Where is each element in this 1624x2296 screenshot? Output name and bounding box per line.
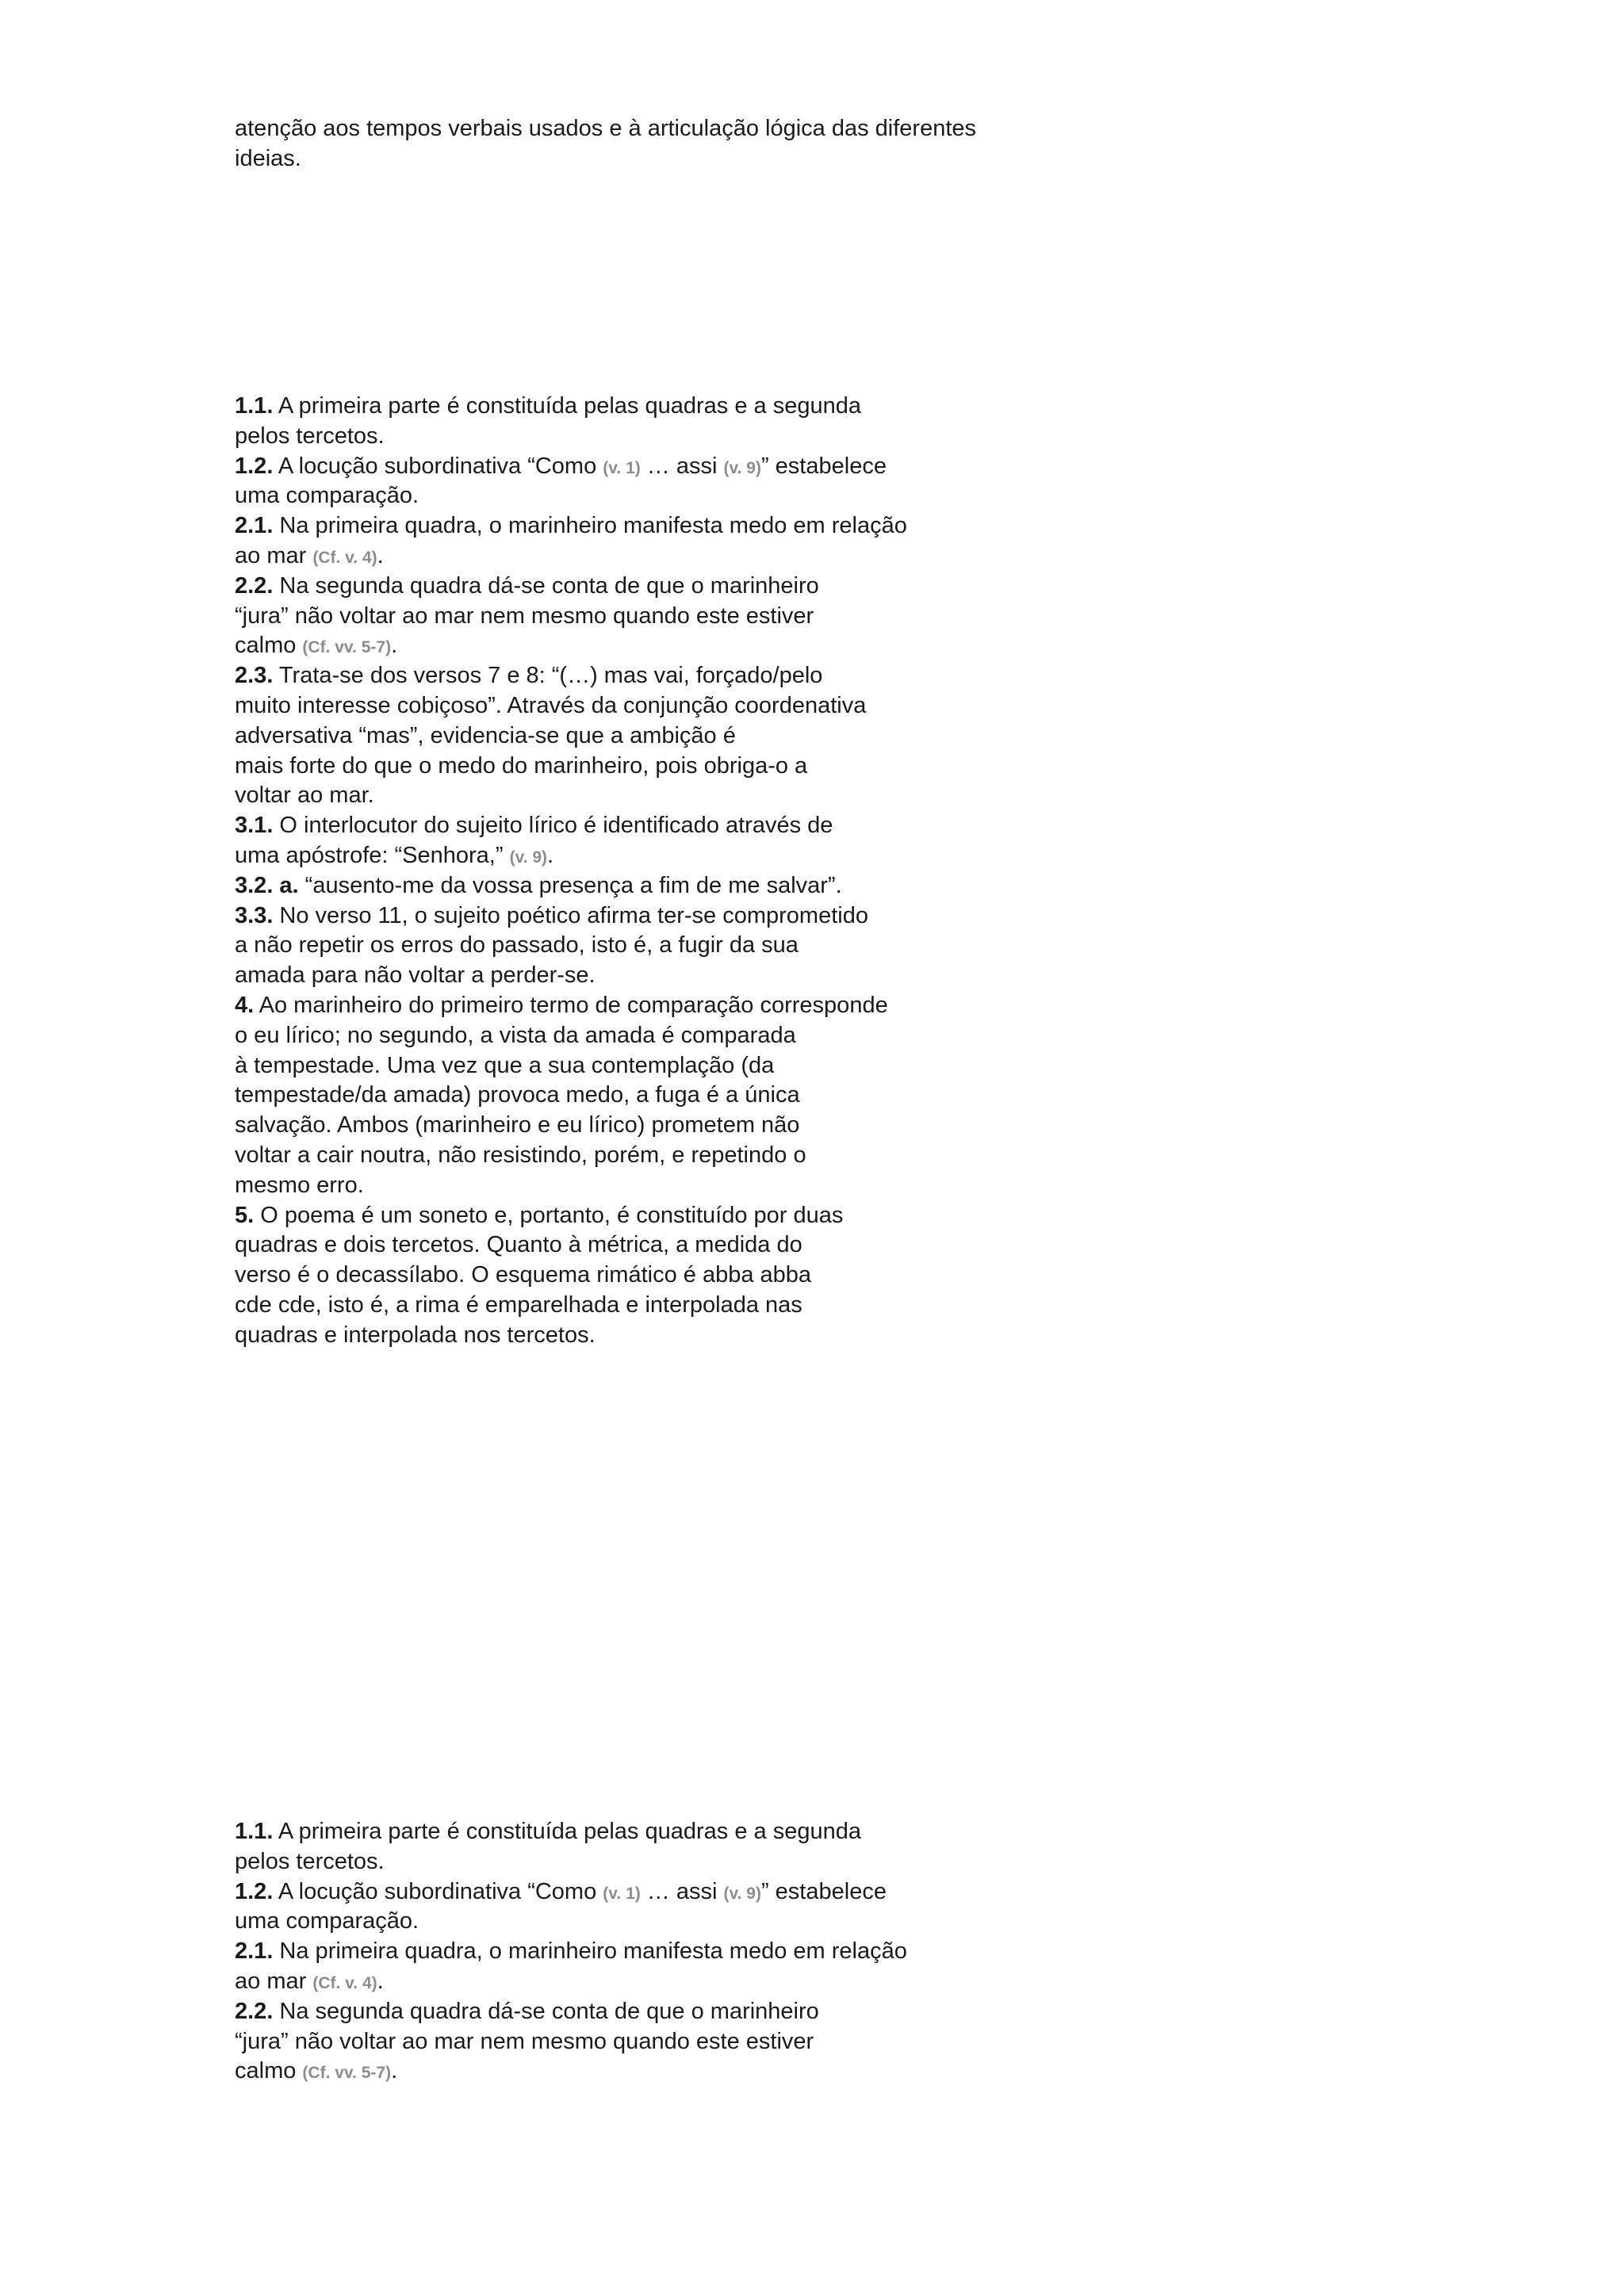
verse-reference: (v. 1) [603, 1884, 641, 1903]
answer-line [235, 572, 1266, 602]
item-number: 1.1. [235, 1819, 274, 1844]
answer-text: . [547, 842, 554, 868]
answer-text: à tempestade. Uma vez que a sua contemplação (da [235, 1052, 775, 1078]
answer-text: . [391, 2058, 398, 2084]
answer-text: No verso 11, o sujeito poético afirma ter-se comprometido [273, 902, 868, 928]
answer-line [235, 1291, 1266, 1321]
answer-text: ” estabelece [760, 453, 887, 479]
answer-line [235, 1201, 1266, 1231]
verse-reference: (v. 9) [509, 848, 548, 867]
answer-text: Na primeira quadra, o marinheiro manifesta medo em relação [273, 513, 907, 539]
answer-line [235, 661, 1266, 691]
item-number: 3.3. [235, 902, 274, 928]
answer-line [235, 1967, 1266, 1997]
answer-text: uma comparação. [235, 1908, 419, 1934]
item-number: 2.2. [235, 572, 274, 599]
answer-line [235, 1877, 1266, 1908]
answer-text: voltar a cair noutra, não resistindo, porém, e repetindo o [235, 1142, 806, 1168]
answer-line [235, 422, 1266, 452]
answer-text: O interlocutor do sujeito lírico é identificado através de [273, 813, 833, 839]
answer-text: pelos tercetos. [235, 1848, 385, 1874]
answer-text: pelos tercetos. [235, 423, 385, 449]
answer-key-block-2 [235, 1817, 1266, 2087]
answer-text: o eu lírico; no segundo, a vista da amada é comparada [235, 1022, 796, 1048]
answer-line [235, 541, 1266, 572]
answer-line [235, 1081, 1266, 1111]
answer-text: Na segunda quadra dá-se conta de que o marinheiro [273, 1998, 819, 2024]
answer-text: . [377, 542, 384, 568]
answer-line [235, 1907, 1266, 1937]
item-number: 3.2. a. [235, 872, 299, 898]
answer-text: O poema é um soneto e, portanto, é constituído por duas [254, 1202, 844, 1228]
answer-line [235, 1141, 1266, 1171]
verse-reference: (v. 9) [723, 458, 761, 477]
answer-text: muito interesse cobiçoso”. Através da conjunção coordenativa [235, 692, 867, 718]
answer-text: Na primeira quadra, o marinheiro manifesta medo em relação [273, 1938, 907, 1965]
answer-text: voltar ao mar. [235, 783, 374, 809]
answer-line [235, 1321, 1266, 1351]
answer-text: uma apóstrofe: “Senhora,” [235, 842, 510, 868]
answer-line [235, 931, 1266, 961]
answer-line [235, 901, 1266, 932]
answer-text: “jura” não voltar ao mar nem mesmo quando este estiver [235, 2028, 814, 2054]
item-number: 2.2. [235, 1998, 274, 2024]
answer-text: a não repetir os erros do passado, isto é, a fugir da sua [235, 932, 799, 959]
verse-reference: (v. 1) [603, 458, 641, 477]
verse-reference: (Cf. vv. 5-7) [302, 638, 392, 657]
item-number: 4. [235, 992, 255, 1018]
answer-line [235, 991, 1266, 1021]
answer-text: “ausento-me da vossa presença a fim de me salvar”. [298, 872, 842, 898]
item-number: 2.3. [235, 663, 274, 689]
answer-text: mais forte do que o medo do marinheiro, pois obriga-o a [235, 752, 808, 779]
intro-line: ideias. [235, 145, 301, 171]
item-number: 5. [235, 1202, 255, 1228]
answer-text: cde cde, isto é, a rima é emparelhada e interpolada nas [235, 1292, 802, 1318]
answer-line [235, 721, 1266, 752]
answer-text: A primeira parte é constituída pelas quadras e a segunda [273, 393, 861, 419]
answer-line [235, 481, 1266, 511]
answer-text: ao mar [235, 1968, 313, 1994]
answer-line [235, 1171, 1266, 1201]
answer-text: mesmo erro. [235, 1172, 364, 1198]
answer-text: “jura” não voltar ao mar nem mesmo quando este estiver [235, 603, 814, 629]
answer-line [235, 1997, 1266, 2027]
answer-text: … assi [640, 1878, 724, 1904]
answer-text: . [391, 633, 398, 659]
answer-text: ” estabelece [760, 1878, 887, 1904]
answer-line [235, 752, 1266, 782]
answer-text: adversativa “mas”, evidencia-se que a ambição é [235, 722, 736, 748]
answer-text: salvação. Ambos (marinheiro e eu lírico) prometem não [235, 1112, 800, 1138]
item-number: 3.1. [235, 813, 274, 839]
answer-line [235, 1111, 1266, 1141]
answer-line [235, 871, 1266, 901]
intro-paragraph [235, 114, 1266, 174]
answer-key-block-1 [235, 392, 1266, 1351]
answer-line [235, 961, 1266, 991]
item-number: 2.1. [235, 513, 274, 539]
answer-text: Trata-se dos versos 7 e 8: “(…) mas vai, forçado/pelo [273, 663, 823, 689]
answer-text: Na segunda quadra dá-se conta de que o marinheiro [273, 572, 819, 599]
item-number: 2.1. [235, 1938, 274, 1965]
answer-line [235, 452, 1266, 482]
answer-text: calmo [235, 2058, 303, 2084]
answer-line [235, 2057, 1266, 2087]
answer-text: ao mar [235, 542, 313, 568]
answer-line [235, 1051, 1266, 1081]
answer-text: quadras e interpolada nos tercetos. [235, 1322, 596, 1348]
verse-reference: (Cf. vv. 5-7) [302, 2064, 392, 2083]
item-number: 1.2. [235, 453, 274, 479]
verse-reference: (Cf. v. 4) [312, 1973, 377, 1992]
answer-line [235, 1261, 1266, 1291]
answer-text: uma comparação. [235, 483, 419, 509]
answer-line [235, 1230, 1266, 1261]
answer-line [235, 781, 1266, 811]
answer-line [235, 1937, 1266, 1967]
verse-reference: (Cf. v. 4) [312, 548, 377, 567]
answer-line [235, 602, 1266, 632]
answer-line [235, 1847, 1266, 1877]
answer-text: amada para não voltar a perder-se. [235, 962, 596, 989]
answer-text: verso é o decassílabo. O esquema rimático é abba abba [235, 1262, 812, 1288]
item-number: 1.1. [235, 393, 274, 419]
answer-line [235, 691, 1266, 721]
answer-line [235, 392, 1266, 422]
answer-text: … assi [640, 453, 724, 479]
answer-text: calmo [235, 633, 303, 659]
answer-text: tempestade/da amada) provoca medo, a fuga é a única [235, 1082, 800, 1108]
answer-text: A primeira parte é constituída pelas quadras e a segunda [273, 1819, 861, 1844]
item-number: 1.2. [235, 1878, 274, 1904]
verse-reference: (v. 9) [723, 1884, 761, 1903]
answer-line [235, 631, 1266, 661]
answer-line [235, 1817, 1266, 1847]
answer-text: Ao marinheiro do primeiro termo de comparação corresponde [254, 992, 888, 1018]
answer-line [235, 841, 1266, 871]
answer-line [235, 2027, 1266, 2057]
answer-text: . [377, 1968, 384, 1994]
answer-line [235, 511, 1266, 541]
answer-line [235, 1021, 1266, 1051]
intro-line: atenção aos tempos verbais usados e à articulação lógica das diferentes [235, 116, 977, 141]
answer-line [235, 811, 1266, 841]
answer-text: A locução subordinativa “Como [273, 1878, 603, 1904]
answer-text: A locução subordinativa “Como [273, 453, 603, 479]
answer-text: quadras e dois tercetos. Quanto à métrica, a medida do [235, 1232, 802, 1258]
